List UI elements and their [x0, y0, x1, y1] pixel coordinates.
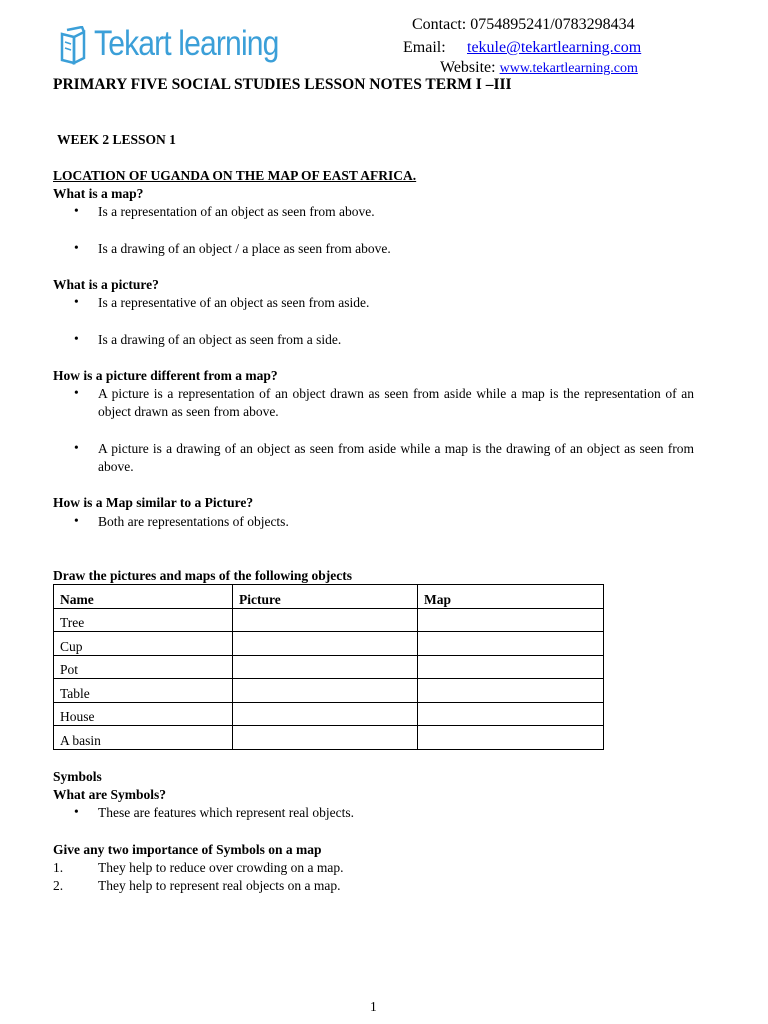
- email-link[interactable]: tekule@tekartlearning.com: [467, 39, 642, 56]
- contact-label: Contact:: [412, 16, 467, 33]
- table-row: [54, 702, 604, 726]
- document-title: PRIMARY FIVE SOCIAL STUDIES LESSON NOTES TERM I –III: [53, 76, 512, 93]
- importance-heading: Give any two importance of Symbols on a map: [53, 842, 322, 857]
- question-heading: What are Symbols?: [53, 787, 167, 802]
- question-heading: What is a picture?: [53, 277, 159, 292]
- list-number: 1.: [53, 860, 64, 875]
- table-cell-name: Cup: [54, 632, 233, 656]
- list-item-text: They help to represent real objects on a map.: [98, 878, 341, 893]
- question-heading: How is a Map similar to a Picture?: [53, 495, 254, 510]
- bullet-text: Is a representation of an object as seen from above.: [98, 204, 375, 219]
- bullet-text: A picture is a representation of an object drawn as seen from aside while a map is the representation of an object drawn as seen from above.: [98, 386, 694, 419]
- table-cell-name: Table: [54, 679, 233, 703]
- contact-line: [412, 14, 635, 35]
- bullet-dot: •: [74, 203, 79, 218]
- table-caption: Draw the pictures and maps of the following objects: [53, 568, 352, 583]
- table-cell-picture: [233, 679, 418, 703]
- contact-value: 0754895241/0783298434: [470, 16, 635, 33]
- table-cell-map: [418, 608, 604, 632]
- bullet-dot: •: [74, 385, 79, 400]
- table-cell-map: [418, 726, 604, 750]
- logo: [58, 20, 279, 68]
- table-cell-name: Pot: [54, 655, 233, 679]
- table-cell-picture: [233, 726, 418, 750]
- week-lesson: WEEK 2 LESSON 1: [57, 132, 176, 147]
- email-label: Email:: [403, 39, 446, 56]
- column-header-picture: Picture: [233, 585, 418, 609]
- table-cell-map: [418, 632, 604, 656]
- bullet-dot: •: [74, 804, 79, 819]
- list-item-text: They help to reduce over crowding on a map.: [98, 860, 344, 875]
- column-header-name: Name: [54, 585, 233, 609]
- website-label: Website:: [440, 59, 496, 76]
- table-row: [54, 726, 604, 750]
- table-row: [54, 608, 604, 632]
- bullet-text: Is a drawing of an object / a place as seen from above.: [98, 241, 391, 256]
- topic-heading: LOCATION OF UGANDA ON THE MAP OF EAST AFRICA.: [53, 168, 417, 183]
- question-heading: What is a map?: [53, 186, 144, 201]
- bullet-dot: •: [74, 240, 79, 255]
- email-line: [403, 37, 641, 58]
- table-cell-map: [418, 702, 604, 726]
- website-link[interactable]: www.tekartlearning.com: [499, 61, 638, 76]
- table-cell-picture: [233, 632, 418, 656]
- list-number: 2.: [53, 878, 64, 893]
- page-number: 1: [370, 999, 377, 1014]
- bullet-text: These are features which represent real objects.: [98, 805, 354, 820]
- book-icon: [58, 26, 92, 66]
- table-cell-picture: [233, 608, 418, 632]
- table-header-row: [54, 585, 604, 609]
- table-cell-map: [418, 655, 604, 679]
- bullet-dot: •: [74, 331, 79, 346]
- table-cell-name: Tree: [54, 608, 233, 632]
- logo-text: Tekart learning: [94, 24, 279, 63]
- table-row: [54, 632, 604, 656]
- table-cell-map: [418, 679, 604, 703]
- bullet-text: Is a representative of an object as seen from aside.: [98, 295, 370, 310]
- bullet-dot: •: [74, 440, 79, 455]
- table-cell-picture: [233, 702, 418, 726]
- question-heading: How is a picture different from a map?: [53, 368, 278, 383]
- symbols-heading: Symbols: [53, 769, 102, 784]
- bullet-text: A picture is a drawing of an object as seen from aside while a map is the drawing of an object as seen from above.: [98, 441, 694, 474]
- objects-table: [53, 584, 604, 750]
- column-header-map: Map: [418, 585, 604, 609]
- table-cell-picture: [233, 655, 418, 679]
- bullet-text: Is a drawing of an object as seen from a side.: [98, 332, 342, 347]
- table-cell-name: House: [54, 702, 233, 726]
- bullet-dot: •: [74, 294, 79, 309]
- table-row: [54, 679, 604, 703]
- bullet-text: Both are representations of objects.: [98, 514, 289, 529]
- bullet-dot: •: [74, 513, 79, 528]
- table-row: [54, 655, 604, 679]
- table-cell-name: A basin: [54, 726, 233, 750]
